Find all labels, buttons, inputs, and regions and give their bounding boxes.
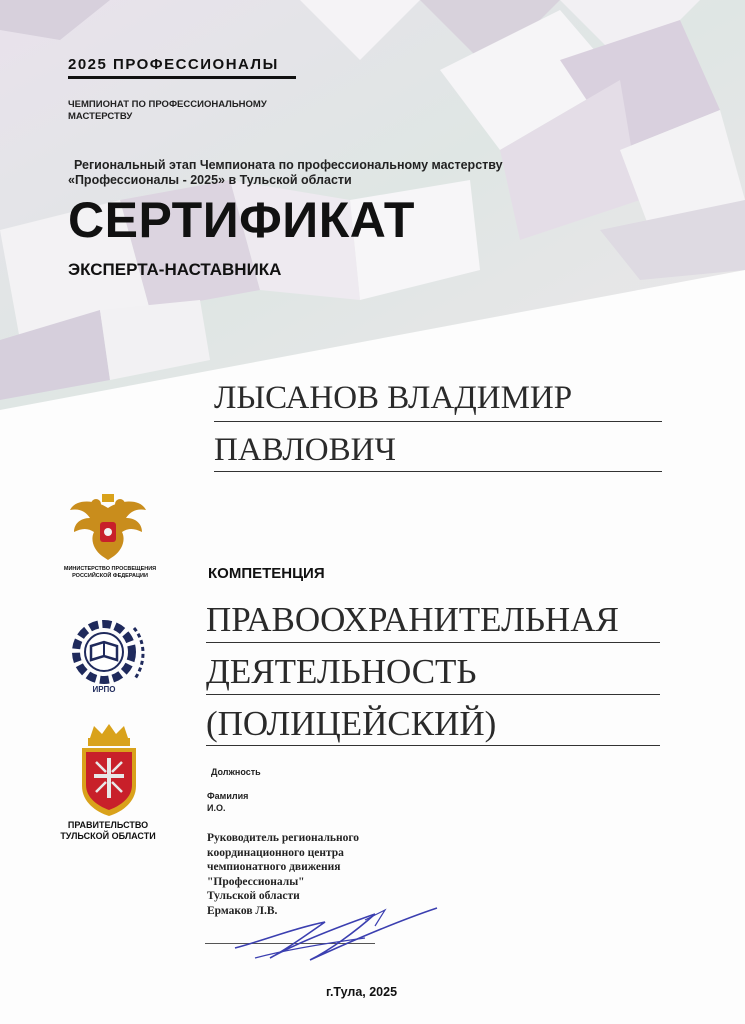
- event-line-1: Региональный этап Чемпионата по профессиональному мастерству: [74, 158, 503, 172]
- signatory-line-3: чемпионатного движения: [207, 861, 341, 873]
- ministry-caption: МИНИСТЕРСТВО ПРОСВЕЩЕНИЯ РОССИЙСКОЙ ФЕДЕРАЦИИ: [63, 566, 157, 579]
- competence-line-3: (ПОЛИЦЕЙСКИЙ): [206, 704, 497, 743]
- signature-scribble: [225, 900, 445, 970]
- brand-title: 2025 ПРОФЕССИОНАЛЫ: [68, 56, 279, 73]
- tula-caption-line-2: ТУЛЬСКОЙ ОБЛАСТИ: [60, 831, 156, 841]
- tula-coat-of-arms-icon: [76, 722, 142, 818]
- double-headed-eagle-icon: [66, 490, 150, 564]
- competence-underline-1: [206, 642, 660, 643]
- recipient-underline-2: [214, 471, 662, 472]
- position-label: Должность: [211, 767, 261, 777]
- competence-line-1: ПРАВООХРАНИТЕЛЬНАЯ: [206, 600, 619, 639]
- event-line-2: «Профессионалы - 2025» в Тульской области: [68, 173, 352, 187]
- competence-underline-2: [206, 694, 660, 695]
- signatory-line-5: Тульской области: [207, 890, 300, 902]
- tula-government-caption: [52, 820, 164, 842]
- certificate-title: СЕРТИФИКАТ: [68, 192, 415, 248]
- gear-book-icon: [64, 608, 154, 698]
- competence-line-2: ДЕЯТЕЛЬНОСТЬ: [206, 652, 477, 691]
- recipient-name-line-2: ПАВЛОВИЧ: [214, 432, 396, 468]
- signatory-line-4: "Профессионалы": [207, 875, 305, 888]
- irpo-caption: ИРПО: [92, 685, 116, 694]
- tula-caption-line-1: ПРАВИТЕЛЬСТВО: [67, 820, 149, 830]
- certificate-subtitle: ЭКСПЕРТА-НАСТАВНИКА: [68, 260, 282, 279]
- initials-label: И.О.: [207, 803, 226, 813]
- surname-label: Фамилия: [207, 791, 249, 801]
- recipient-name-line-1: ЛЫСАНОВ ВЛАДИМИР: [214, 380, 573, 416]
- competence-underline-3: [206, 745, 660, 746]
- brand-subtitle: ЧЕМПИОНАТ ПО ПРОФЕССИОНАЛЬНОМУ МАСТЕРСТВУ: [68, 99, 267, 122]
- city-year: г.Тула, 2025: [326, 985, 398, 999]
- signatory-line-6: Ермаков Л.В.: [207, 904, 278, 917]
- recipient-underline-1: [214, 421, 662, 422]
- competence-label: КОМПЕТЕНЦИЯ: [208, 565, 325, 582]
- event-description: [68, 158, 538, 188]
- signatory-line-1: Руководитель регионального: [207, 832, 360, 844]
- signatory-line-2: координационного центра: [207, 846, 344, 859]
- brand-divider: [68, 76, 296, 79]
